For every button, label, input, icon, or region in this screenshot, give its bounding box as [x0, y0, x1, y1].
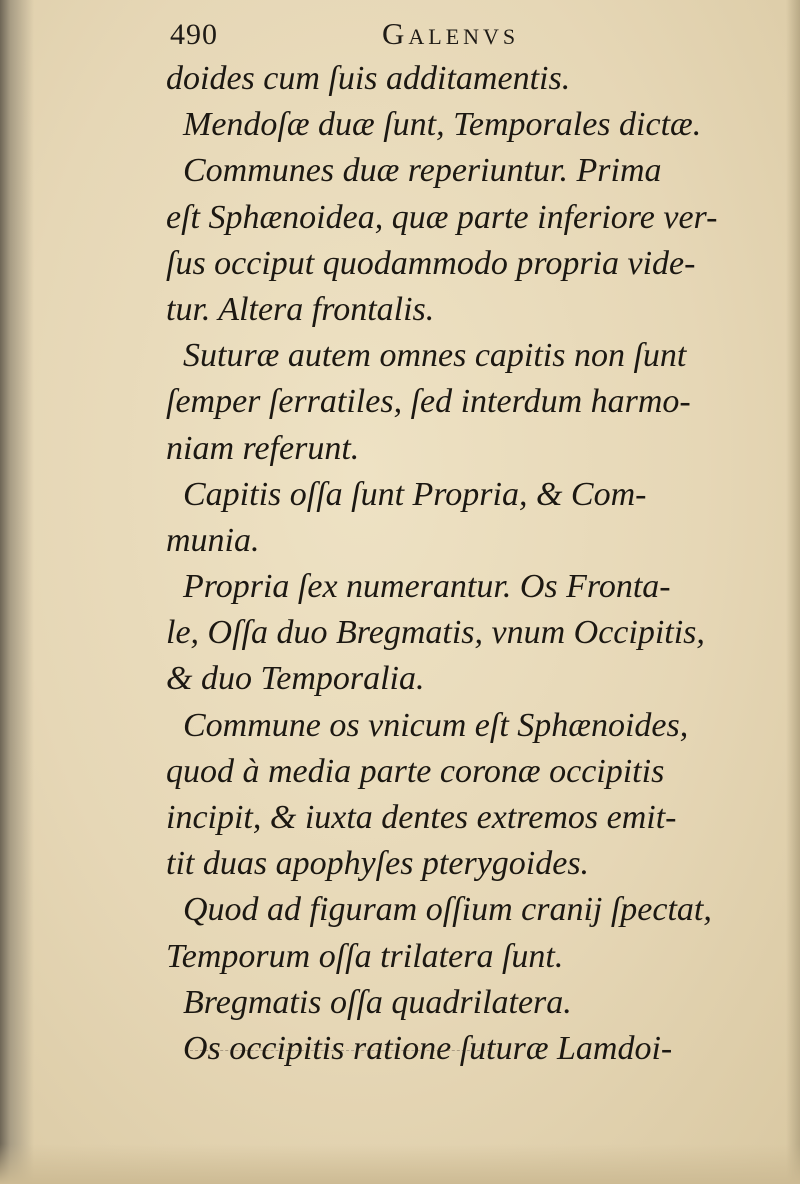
page-edge-right — [786, 0, 800, 1184]
page-edge-bottom — [0, 1144, 800, 1184]
text-line: Mendoſæ duæ ſunt, Temporales dictæ. — [166, 106, 702, 144]
text-line: tit duas apophyſes pterygoides. — [166, 845, 590, 883]
text-line: tur. Altera frontalis. — [166, 290, 435, 328]
text-line: & duo Temporalia. — [166, 660, 425, 698]
text-line: ſus occiput quodammodo propria vide- — [166, 244, 696, 282]
text-line: ſemper ſerratiles, ſed interdum harmo- — [166, 383, 691, 421]
text-line: le, Oſſa duo Bregmatis, vnum Occipitis, — [166, 614, 705, 652]
text-line: Os occipitis ratione ſuturæ Lamdoi- — [166, 1029, 673, 1067]
text-line: incipit, & iuxta dentes extremos emit- — [166, 799, 677, 836]
gutter-shadow — [0, 0, 34, 1184]
text-line: Propria ſex numerantur. Os Fronta- — [166, 568, 671, 606]
running-head: Galenvs — [382, 16, 520, 51]
text-line: Communes duæ reperiuntur. Prima — [166, 152, 662, 190]
text-line: Suturæ autem omnes capitis non ſunt — [166, 337, 687, 375]
text-line: eſt Sphænoidea, quæ parte inferiore ver- — [166, 198, 718, 236]
body-text — [166, 56, 746, 1072]
text-line: Bregmatis oſſa quadrilatera. — [166, 983, 572, 1021]
text-line: Commune os vnicum eſt Sphænoides, — [166, 706, 689, 744]
text-line: doides cum ſuis additamentis. — [166, 60, 571, 97]
text-line: munia. — [166, 521, 260, 559]
text-line: Capitis oſſa ſunt Propria, & Com- — [166, 475, 647, 513]
text-line: Temporum oſſa trilatera ſunt. — [166, 937, 564, 975]
text-line: Quod ad figuram oſſium cranij ſpectat, — [166, 891, 712, 929]
text-line: niam referunt. — [166, 429, 360, 467]
page-number: 490 — [170, 18, 218, 51]
bleed-through-mark — [190, 1050, 490, 1052]
text-line: quod à media parte coronæ occipitis — [166, 752, 665, 790]
page-header — [170, 16, 570, 56]
